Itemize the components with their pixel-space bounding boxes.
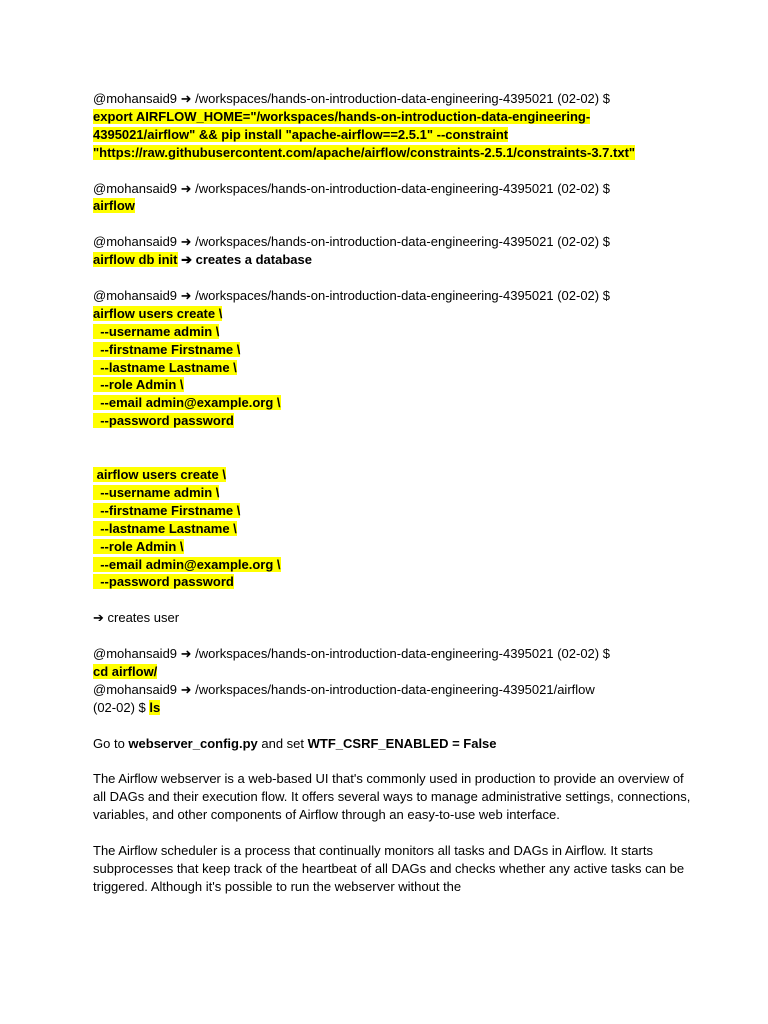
- prompt-line: @mohansaid9 ➜ /workspaces/hands-on-introduction-data-engineering-4395021 (02-02) $: [93, 646, 610, 661]
- ls-command: ls: [149, 699, 161, 715]
- users-create-repeat-line: --lastname Lastname \: [93, 520, 237, 536]
- prompt-line: @mohansaid9 ➜ /workspaces/hands-on-introduction-data-engineering-4395021 (02-02) $: [93, 91, 610, 106]
- export-command-line-3: "https://raw.githubusercontent.com/apache/airflow/constraints-2.5.1/constraints-3.7.txt": [93, 144, 636, 160]
- prompt-line: @mohansaid9 ➜ /workspaces/hands-on-introduction-data-engineering-4395021 (02-02) $: [93, 180, 610, 196]
- users-create-line: --firstname Firstname \: [93, 341, 241, 357]
- users-create-line: --email admin@example.org \: [93, 395, 281, 411]
- airflow-command: airflow: [93, 198, 135, 214]
- users-create-line: --role Admin \: [93, 377, 184, 393]
- webserver-paragraph: The Airflow webserver is a web-based UI that's commonly used in production to provide an overview of all DAGs and their execution flow. It offers several ways to manage administrative settings, connections, variables, and other components of Airflow through an easy-to-use web interface.: [93, 771, 691, 823]
- document-page: [93, 90, 693, 896]
- config-file-name: webserver_config.py: [128, 735, 258, 751]
- users-create-repeat-line: airflow users create \: [93, 466, 226, 482]
- users-create-repeat-line: --username admin \: [93, 484, 220, 500]
- users-create-line: airflow users create \: [93, 305, 223, 321]
- prompt-airflow-dir: @mohansaid9 ➜ /workspaces/hands-on-introduction-data-engineering-4395021/airflow: [93, 681, 595, 697]
- cd-command: cd airflow/: [93, 663, 158, 679]
- users-create-repeat-line: --password password: [93, 574, 234, 590]
- prompt-airflow-dir-suffix: (02-02) $: [93, 699, 146, 715]
- export-command-line-1: export AIRFLOW_HOME="/workspaces/hands-on-introduction-data-engineering-: [93, 108, 591, 124]
- scheduler-paragraph: The Airflow scheduler is a process that continually monitors all tasks and DAGs in Airflow. It starts subprocesses that keep track of the heartbeat of all DAGs and checks whether any active tasks can be triggered. Although it's possible to run the webserver without the: [93, 842, 685, 894]
- config-setting: WTF_CSRF_ENABLED = False: [307, 735, 497, 751]
- users-create-repeat-line: --role Admin \: [93, 538, 184, 554]
- users-create-line: --lastname Lastname \: [93, 359, 237, 375]
- config-note: Go to webserver_config.py and set WTF_CSRF_ENABLED = False: [93, 735, 497, 751]
- users-create-repeat-line: --firstname Firstname \: [93, 502, 241, 518]
- export-command-line-2: 4395021/airflow" && pip install "apache-airflow==2.5.1" --constraint: [93, 126, 509, 142]
- prompt-line: @mohansaid9 ➜ /workspaces/hands-on-introduction-data-engineering-4395021 (02-02) $: [93, 234, 610, 250]
- db-init-command: airflow db init: [93, 252, 178, 268]
- creates-user-note: ➔ creates user: [93, 610, 180, 626]
- prompt-line: @mohansaid9 ➜ /workspaces/hands-on-introduction-data-engineering-4395021 (02-02) $: [93, 287, 610, 303]
- db-init-note: ➔ creates a database: [181, 252, 312, 268]
- users-create-repeat-line: --email admin@example.org \: [93, 556, 281, 572]
- users-create-line: --password password: [93, 413, 234, 429]
- users-create-line: --username admin \: [93, 323, 220, 339]
